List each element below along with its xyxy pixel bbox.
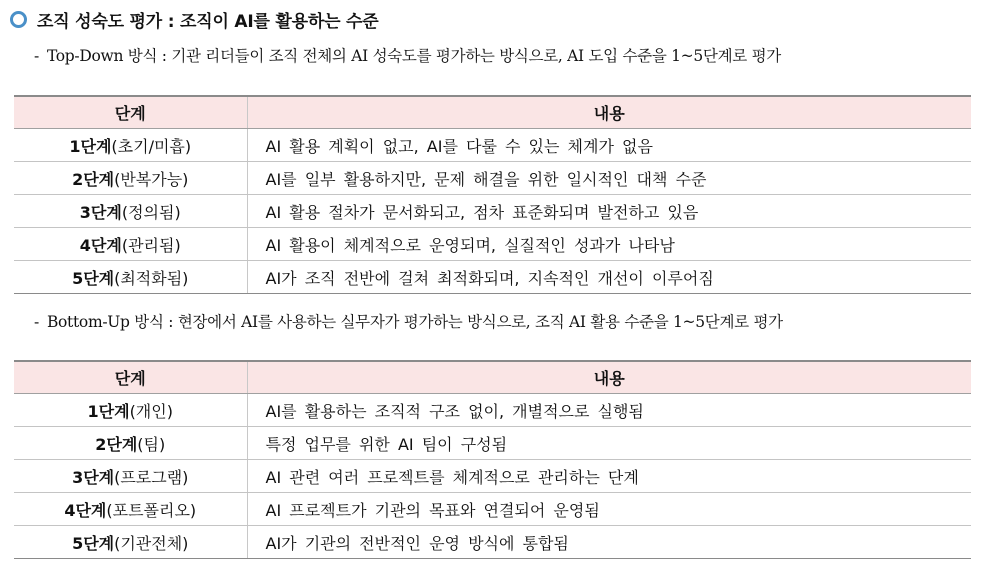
stage-number: 1단계 [69,136,112,156]
table-row [14,195,971,228]
table-row [14,493,971,526]
bottom-up-table [14,360,971,559]
stage-note: (관리됨) [121,235,181,255]
header-content: 내용 [247,361,971,394]
stage-number: 2단계 [72,169,115,189]
table-header-row [14,96,971,129]
content-cell: AI를 활용하는 조직적 구조 없이, 개별적으로 실행됨 [247,394,971,427]
stage-number: 3단계 [79,202,122,222]
stage-cell [14,526,247,559]
top-down-table [14,95,971,294]
content-cell: 특정 업무를 위한 AI 팀이 구성됨 [247,427,971,460]
stage-cell [14,427,247,460]
table-row [14,526,971,559]
bottom-up-description [34,310,783,332]
table-row [14,162,971,195]
stage-cell [14,394,247,427]
table-row [14,261,971,294]
stage-cell [14,129,247,162]
stage-number: 1단계 [87,401,130,421]
stage-cell [14,261,247,294]
table-row [14,427,971,460]
stage-note: (반복가능) [114,169,189,189]
heading-title: 조직 성숙도 평가 : 조직이 AI를 활용하는 수준 [37,11,379,32]
content-cell: AI 관련 여러 프로젝트를 체계적으로 관리하는 단계 [247,460,971,493]
stage-note: (기관전체) [114,533,189,553]
stage-note: (정의됨) [121,202,181,222]
circle-bullet-icon [10,11,27,28]
content-cell: AI 활용이 체계적으로 운영되며, 실질적인 성과가 나타남 [247,228,971,261]
table-row [14,460,971,493]
stage-cell [14,493,247,526]
content-cell: AI 프로젝트가 기관의 목표와 연결되어 운영됨 [247,493,971,526]
content-cell: AI 활용 계획이 없고, AI를 다룰 수 있는 체계가 없음 [247,129,971,162]
stage-note: (포트폴리오) [106,500,197,520]
stage-number: 3단계 [72,467,115,487]
header-content: 내용 [247,96,971,129]
content-cell: AI가 기관의 전반적인 운영 방식에 통합됨 [247,526,971,559]
stage-number: 4단계 [64,500,107,520]
stage-note: (초기/미흡) [111,136,192,156]
content-cell: AI를 일부 활용하지만, 문제 해결을 위한 일시적인 대책 수준 [247,162,971,195]
stage-number: 5단계 [72,533,115,553]
section-heading [10,4,378,34]
dash-bullet: - [34,313,39,331]
stage-note: (개인) [129,401,173,421]
description-text: Bottom-Up 방식 : 현장에서 AI를 사용하는 실무자가 평가하는 방식으로, 조직 AI 활용 수준을 1~5단계로 평가 [46,313,783,331]
content-cell: AI 활용 절차가 문서화되고, 점차 표준화되며 발전하고 있음 [247,195,971,228]
header-stage: 단계 [14,96,247,129]
stage-number: 5단계 [72,268,115,288]
stage-number: 4단계 [79,235,122,255]
stage-note: (팀) [137,434,166,454]
stage-note: (최적화됨) [114,268,189,288]
top-down-description [34,44,781,66]
table-row [14,228,971,261]
stage-number: 2단계 [95,434,138,454]
stage-cell [14,228,247,261]
stage-cell [14,195,247,228]
stage-note: (프로그램) [114,467,189,487]
description-text: Top-Down 방식 : 기관 리더들이 조직 전체의 AI 성숙도를 평가하는 방식으로, AI 도입 수준을 1~5단계로 평가 [46,47,781,65]
table-header-row [14,361,971,394]
stage-cell [14,162,247,195]
dash-bullet: - [34,47,39,65]
stage-cell [14,460,247,493]
content-cell: AI가 조직 전반에 걸쳐 최적화되며, 지속적인 개선이 이루어짐 [247,261,971,294]
header-stage: 단계 [14,361,247,394]
table-row [14,129,971,162]
table-row [14,394,971,427]
